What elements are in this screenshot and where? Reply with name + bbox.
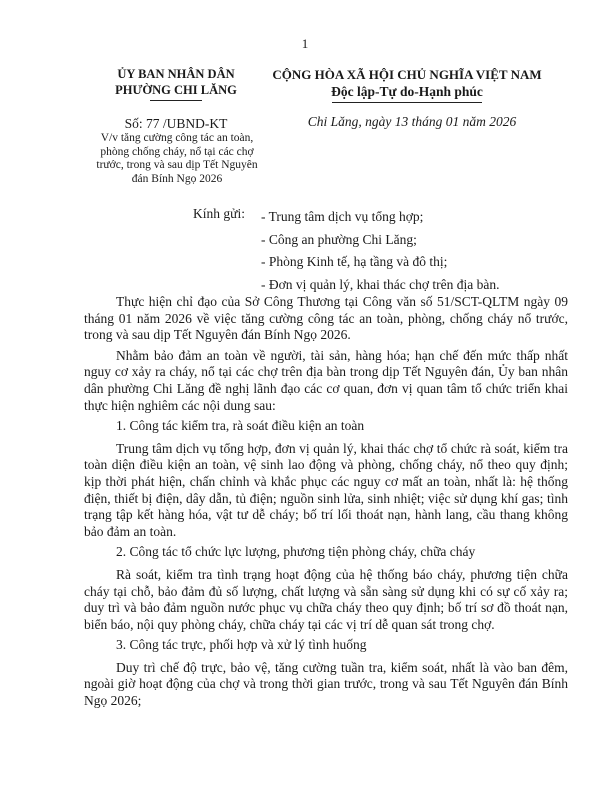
issuer-header — [96, 66, 256, 101]
national-motto: Độc lập-Tự do-Hạnh phúc — [331, 84, 483, 99]
document-number: Số: 77 /UBND-KT — [124, 116, 228, 131]
issuer-line-2: PHƯỜNG CHI LĂNG — [115, 83, 237, 97]
date-line: Chi Lăng, ngày 13 tháng 01 năm 2026 — [307, 114, 517, 129]
recipient-item: - Trung tâm dịch vụ tổng hợp; — [261, 209, 424, 224]
body-paragraph: Thực hiện chỉ đạo của Sở Công Thương tại Công văn số 51/SCT-QLTM ngày 09 tháng 01 năm 2026 về việc tăng cường công tác an toàn, phòng, chống cháy nổ trước, trong và sau dịp Tết Nguyên đán Bính Ngọ 2026. — [84, 294, 568, 343]
document-subject: V/v tăng cường công tác an toàn, phòng chống cháy, nổ tại các chợ trước, trong và sau dịp Tết Nguyên đán Bính Ngọ 2026 — [96, 132, 258, 185]
page-number: 1 — [301, 36, 309, 51]
section-heading: 1. Công tác kiểm tra, rà soát điều kiện an toàn — [116, 418, 365, 434]
recipients-list — [261, 206, 499, 296]
body-paragraph: Rà soát, kiểm tra tình trạng hoạt động của hệ thống báo cháy, phương tiện chữa cháy tại chỗ, bảo đảm đủ số lượng, chất lượng và sẵn sàng sử dụng khi có sự cố xảy ra; duy trì và bảo đảm nguồn nước phục vụ chữa cháy theo quy định; bố trí sơ đồ thoát nạn, biển báo, nội quy phòng cháy, chữa cháy tại các vị trí dễ quan sát trong chợ. — [84, 566, 568, 632]
issuer-line-1: ỦY BAN NHÂN DÂN — [117, 67, 235, 81]
recipient-item: - Công an phường Chi Lăng; — [261, 231, 417, 247]
body-paragraph: Duy trì chế độ trực, bảo vệ, tăng cường tuần tra, kiểm soát, nhất là vào ban đêm, ngoài giờ hoạt động của chợ và trong thời gian trước, trong và sau Tết Nguyên đán Bính Ngọ 2026; — [84, 659, 568, 709]
recipient-item: - Phòng Kinh tế, hạ tầng và đô thị; — [261, 254, 448, 269]
motto-underline — [332, 102, 482, 103]
body-paragraph: Nhằm bảo đảm an toàn về người, tài sản, hàng hóa; hạn chế đến mức thấp nhất nguy cơ xảy ra cháy, nổ tại các chợ trên địa bàn trong dịp Tết Nguyên đán, Ủy ban nhân dân phường Chi Lăng đề nghị lãnh đạo các cơ quan, đơn vị quan tâm tổ chức triển khai thực hiện nghiêm các nội dung sau: — [84, 347, 568, 413]
document-body — [84, 294, 568, 714]
section-heading: 3. Công tác trực, phối hợp và xử lý tình huống — [116, 637, 367, 653]
recipients-label: Kính gửi: — [193, 206, 245, 221]
section-heading: 2. Công tác tổ chức lực lượng, phương tiện phòng cháy, chữa cháy — [116, 544, 476, 560]
national-header — [262, 66, 552, 103]
body-paragraph: Trung tâm dịch vụ tổng hợp, đơn vị quản lý, khai thác chợ tổ chức rà soát, kiểm tra toàn diện điều kiện an toàn, vệ sinh lao động và phòng, chống cháy, nổ theo quy định; kịp thời phát hiện, chấn chỉnh và khắc phục các nguy cơ mất an toàn, nhất là: hệ thống điện, thiết bị điện, dây dẫn, tủ điện; nguồn sinh lửa, sinh nhiệt; việc sử dụng khí gas; tình trạng tập kết hàng hóa, vật tư dễ cháy; bố trí lối thoát nạn, hành lang, cầu thang không bảo đảm an toàn. — [84, 440, 568, 539]
national-title: CỘNG HÒA XÃ HỘI CHỦ NGHĨA VIỆT NAM — [272, 67, 542, 82]
recipient-item: - Đơn vị quản lý, khai thác chợ trên địa bàn. — [261, 276, 500, 292]
issuer-underline — [150, 100, 202, 101]
